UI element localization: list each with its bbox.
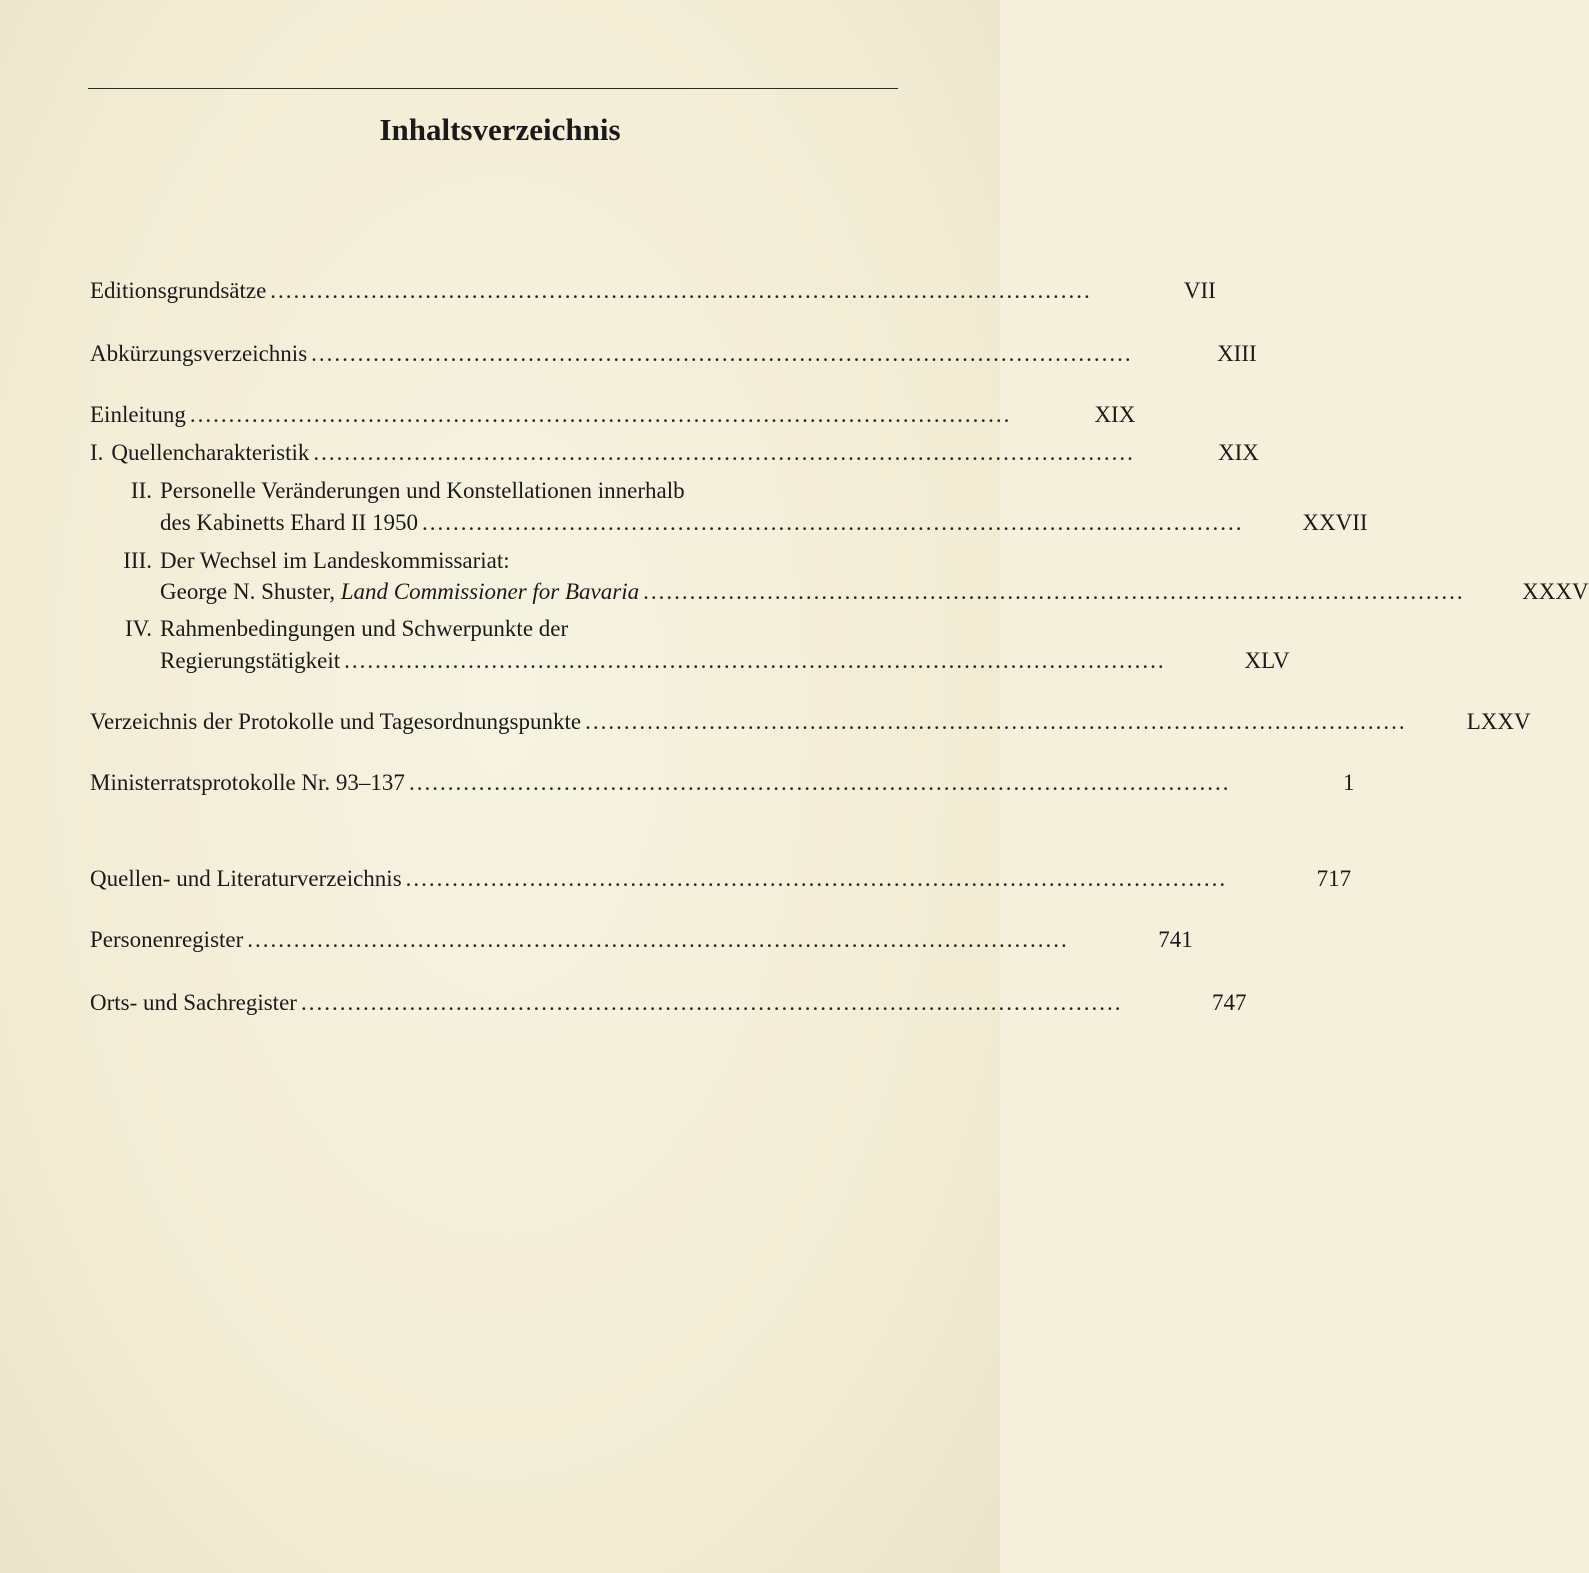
toc-entry-page: 747: [1211, 990, 1247, 1015]
toc-entry-label: Quellen- und Literaturverzeichnis: [90, 866, 402, 891]
page-title: Inhaltsverzeichnis: [379, 112, 621, 147]
toc-entry[interactable]: [90, 925, 1193, 955]
toc-subentry[interactable]: [90, 438, 1259, 468]
toc-subentry[interactable]: [160, 646, 1290, 676]
toc-entry-page: 717: [1316, 866, 1352, 891]
toc-entry-page: XIX: [1094, 402, 1136, 427]
toc-entry-page: LXXV: [1466, 709, 1531, 734]
leader-dots: ..........................................................................................................: [300, 990, 1123, 1015]
toc-entry-label: Ministerratsprotokolle Nr. 93–137: [90, 770, 405, 795]
toc-entry-label: des Kabinetts Ehard II 1950: [160, 510, 419, 535]
leader-dots: ..........................................................................................................: [585, 709, 1407, 734]
leader-dots: ..........................................................................................................: [270, 278, 1092, 303]
leader-dots: ..........................................................................................................: [422, 510, 1244, 535]
leader-dots: ..........................................................................................................: [408, 770, 1231, 795]
toc-subentry[interactable]: [160, 577, 1589, 607]
toc-entry-label: Der Wechsel im Landeskommissariat:: [160, 548, 510, 573]
toc-entry-page: XIX: [1218, 440, 1259, 465]
label-italic: Land Commissioner for Bavaria: [340, 579, 640, 604]
toc-subentry-line1[interactable]: [90, 614, 898, 644]
leader-dots: ..........................................................................................................: [189, 402, 1012, 427]
toc-entry-label: Editionsgrundsätze: [90, 278, 267, 303]
toc-entry-page: 741: [1158, 927, 1193, 952]
toc-entry-label: Quellencharakteristik: [111, 440, 310, 465]
toc-subentry-line1[interactable]: [90, 476, 898, 506]
section-number: III.: [123, 548, 152, 573]
toc-entry-page: VII: [1183, 278, 1216, 303]
toc-entry[interactable]: [90, 707, 1531, 737]
toc-entry-page: XXXV: [1522, 579, 1589, 604]
toc-entry-page: 1: [1342, 770, 1355, 795]
leader-dots: ..........................................................................................................: [643, 579, 1465, 604]
toc-entry-label: Einleitung: [90, 402, 186, 427]
toc-entry-label: Personenregister: [90, 927, 244, 952]
toc-entry-label: Rahmenbedingungen und Schwerpunkte der: [160, 616, 569, 641]
top-rule: [88, 88, 898, 89]
section-number: I.: [90, 440, 104, 465]
toc-subentry[interactable]: [160, 508, 1368, 538]
toc-subentry-line1[interactable]: [90, 546, 898, 576]
toc-entry[interactable]: [90, 339, 1257, 369]
toc-entry[interactable]: [90, 276, 1216, 306]
toc-entry-label: Orts- und Sachregister: [90, 990, 297, 1015]
section-number: IV.: [124, 616, 152, 641]
toc-entry-label: Verzeichnis der Protokolle und Tagesordnungspunkte: [90, 709, 582, 734]
leader-dots: ..........................................................................................................: [344, 648, 1166, 673]
toc-entry-page: XLV: [1244, 648, 1290, 673]
toc-entry-label: Abkürzungsverzeichnis: [90, 341, 308, 366]
toc-entry-page: XIII: [1217, 341, 1257, 366]
leader-dots: ..........................................................................................................: [311, 341, 1133, 366]
label-prefix: George N. Shuster,: [160, 579, 341, 604]
section-number: II.: [130, 478, 152, 503]
toc-entry[interactable]: [90, 400, 1136, 430]
leader-dots: ..........................................................................................................: [247, 927, 1069, 952]
toc-entry[interactable]: [90, 864, 1352, 894]
toc-entry-label: Personelle Veränderungen und Konstellationen innerhalb: [160, 478, 685, 503]
toc-entry-page: XXVII: [1302, 510, 1368, 535]
toc-entry-label: [160, 577, 639, 607]
toc-entry-label: Regierungstätigkeit: [160, 648, 341, 673]
toc-entry[interactable]: [90, 988, 1247, 1018]
leader-dots: ..........................................................................................................: [405, 866, 1228, 891]
leader-dots: ..........................................................................................................: [313, 440, 1135, 465]
toc-entry[interactable]: [90, 768, 1355, 798]
